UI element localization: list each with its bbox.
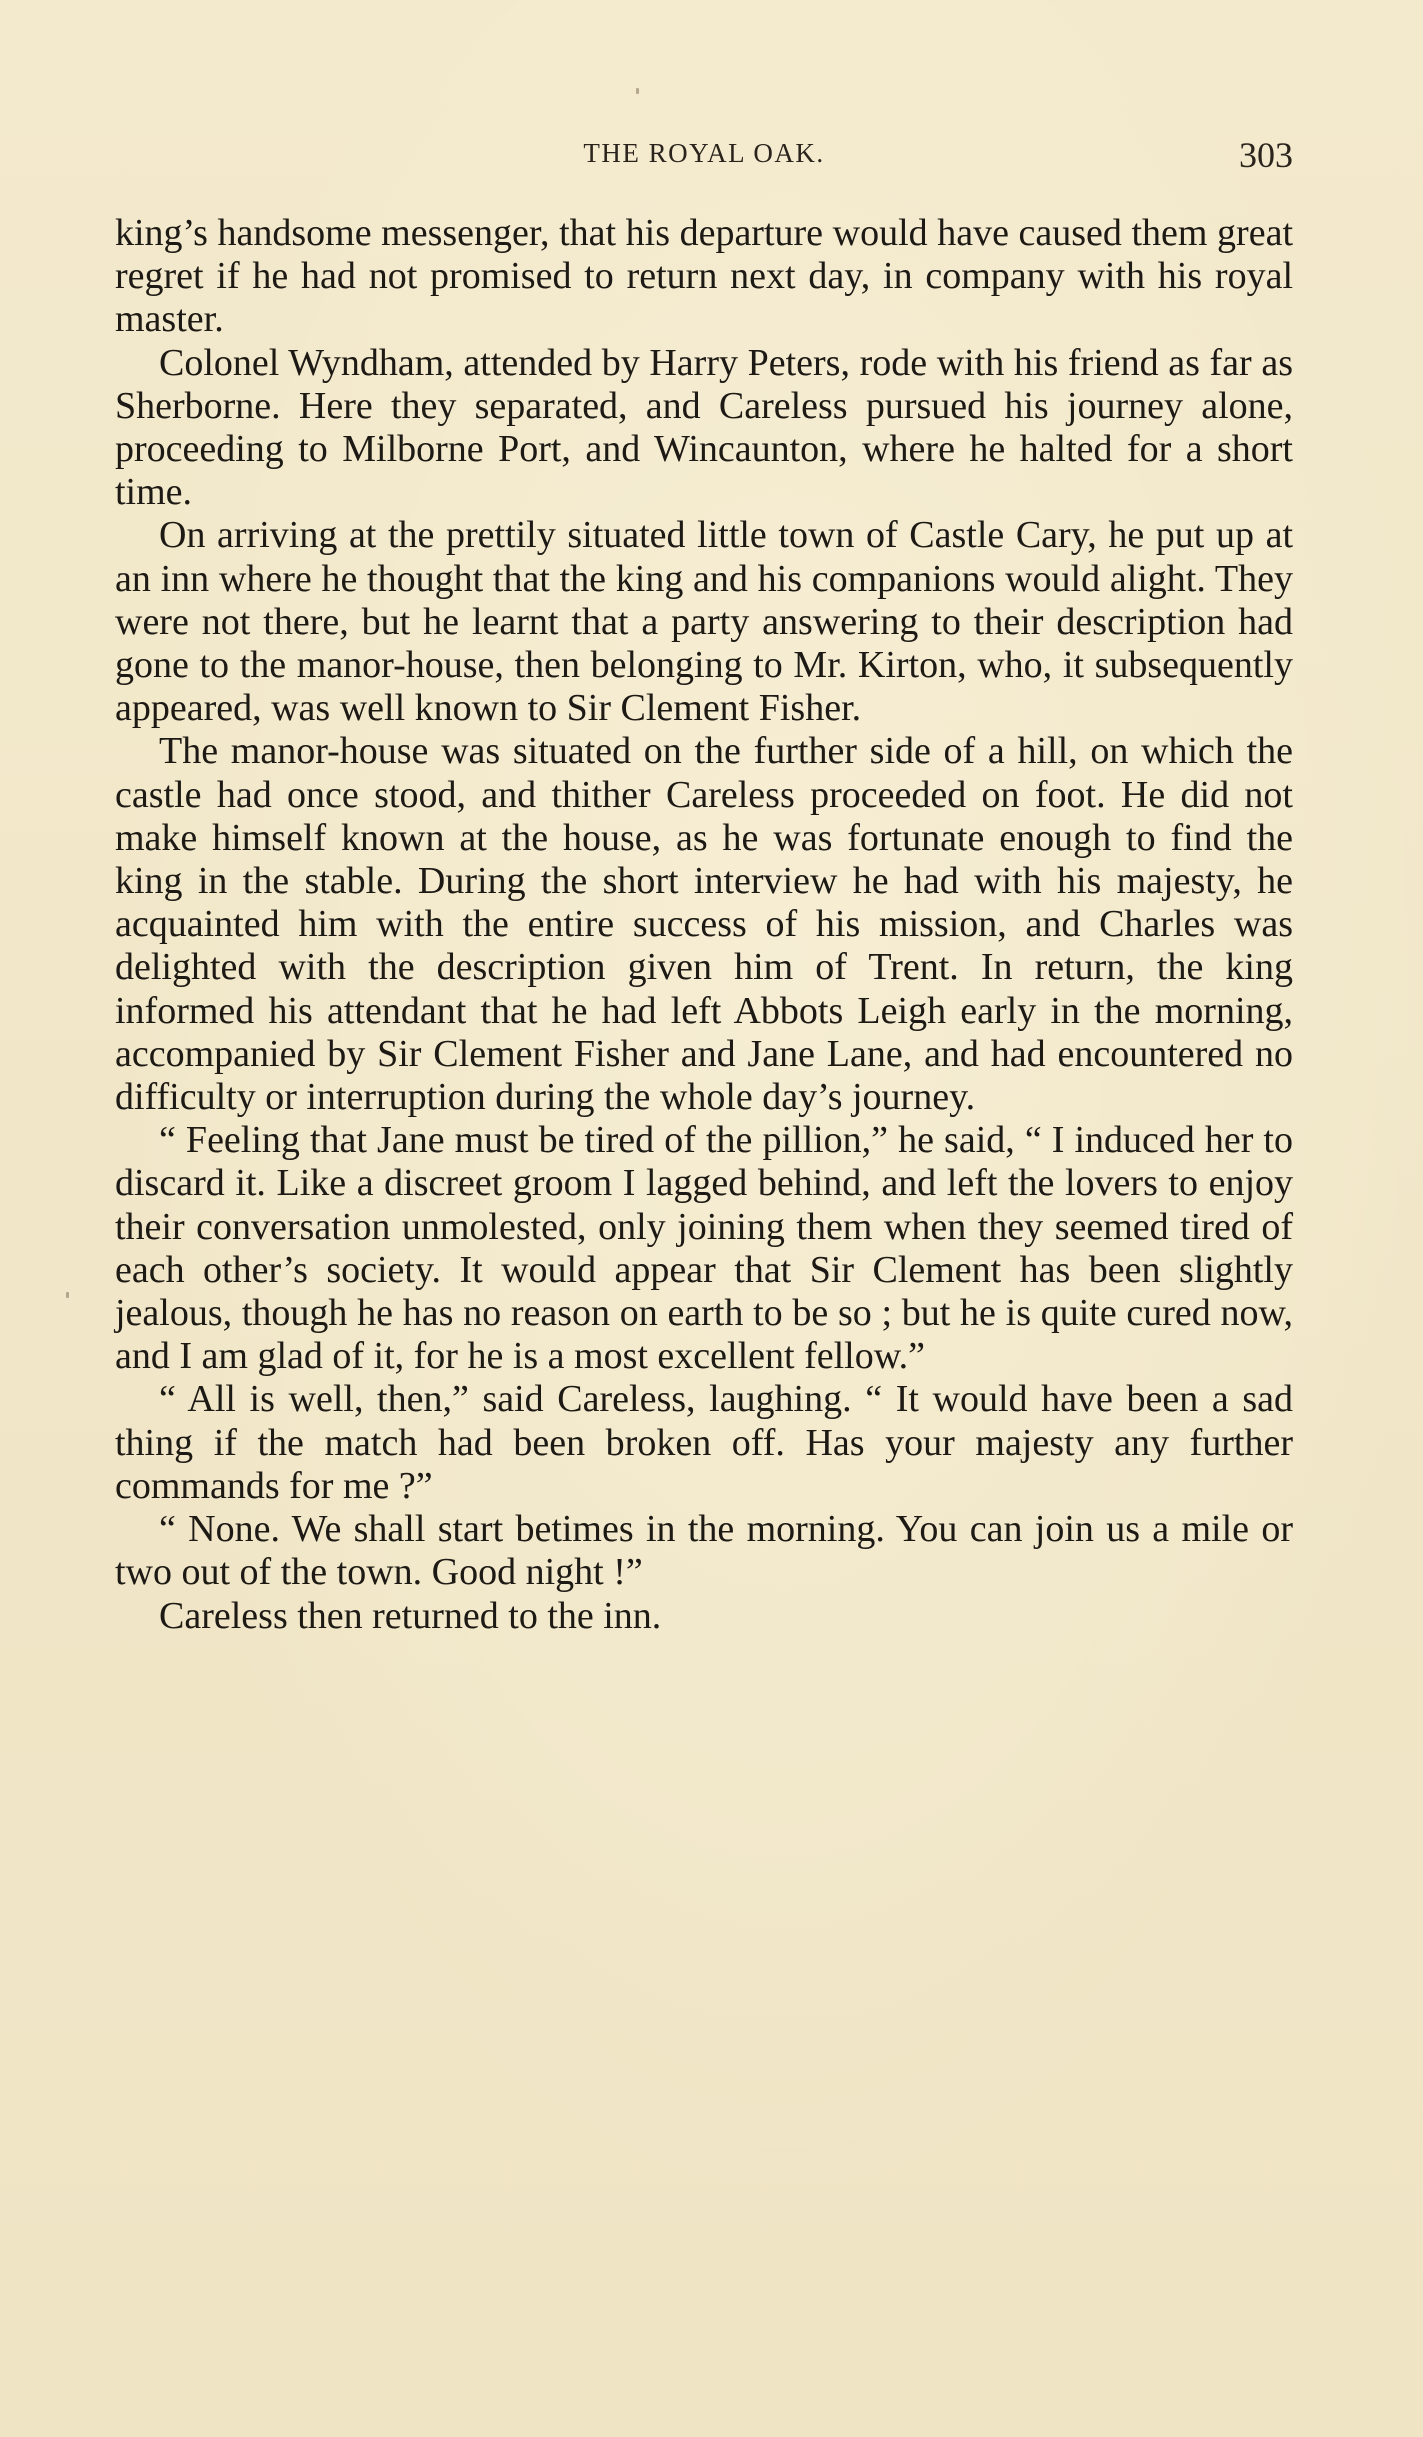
paragraph: “ All is well, then,” said Careless, laughing. “ It would have been a sad thing if the match had been broken off. Has your majesty any further commands for me ?” [115,1378,1293,1507]
body-text [115,212,1293,1638]
paragraph-continuation: king’s handsome messenger, that his departure would have caused them great regret if he had not promised to return next day, in company with his royal master. [115,212,1293,341]
paragraph: On arriving at the prettily situated little town of Castle Cary, he put up at an inn where he thought that the king and his companions would alight. They were not there, but he learnt that a party answering to their description had gone to the manor-house, then belonging to Mr. Kirton, who, it subsequently appeared, was well known to Sir Clement Fisher. [115,514,1293,730]
paragraph: “ None. We shall start betimes in the morning. You can join us a mile or two out of the town. Good night !” [115,1508,1293,1594]
page-number: 303 [1239,135,1293,175]
paper-speck [636,88,639,94]
page-header [115,135,1293,188]
running-title: THE ROYAL OAK. [583,138,825,168]
paragraph: The manor-house was situated on the further side of a hill, on which the castle had once stood, and thither Careless proceeded on foot. He did not make himself known at the house, as he was fortunate enough to find the king in the stable. During the short interview he had with his majesty, he acquainted him with the entire success of his mission, and Charles was delighted with the description given him of Trent. In return, the king informed his attendant that he had left Abbots Leigh early in the morning, accompanied by Sir Clement Fisher and Jane Lane, and had encountered no difficulty or interruption during the whole day’s journey. [115,730,1293,1119]
paper-speck [66,1292,69,1298]
paragraph: Careless then returned to the inn. [159,1594,662,1637]
paragraph: “ Feeling that Jane must be tired of the pillion,” he said, “ I induced her to discard it. Like a discreet groom I lagged behind, and left the lovers to enjoy their conversation unmolested, only joining them when they seemed tired of each other’s society. It would appear that Sir Clement has been slightly jealous, though he has no reason on earth to be so ; but he is quite cured now, and I am glad of it, for he is a most excellent fellow.” [115,1119,1293,1378]
paragraph: Colonel Wyndham, attended by Harry Peters, rode with his friend as far as Sherborne. Here they separated, and Careless pursued his journey alone, proceeding to Milborne Port, and Wincaunton, where he halted for a short time. [115,341,1293,514]
